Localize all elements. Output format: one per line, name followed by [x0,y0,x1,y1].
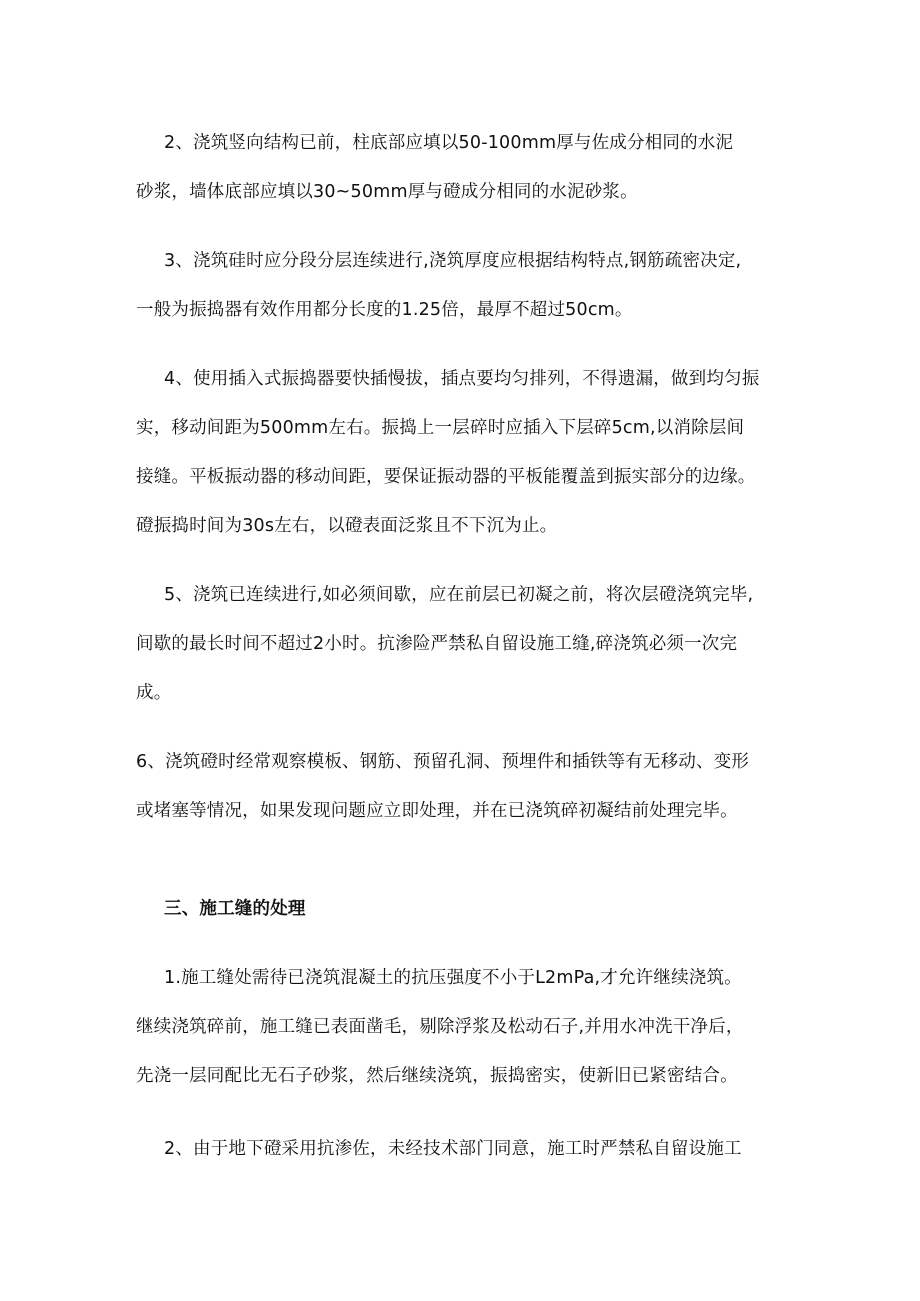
text-line: 间歇的最长时间不超过2小时。抗渗险严禁私自留设施工缝,碎浇筑必须一次完 [136,634,738,654]
text-line: 6、浇筑磴时经常观察模板、钢筋、预留孔洞、预埋件和插铁等有无移动、变形 [136,752,750,772]
text-line: 2、由于地下磴采用抗渗佐，未经技术部门同意，施工时严禁私自留设施工 [164,1139,742,1159]
text-line: 磴振捣时间为30s左右，以磴表面泛浆且不下沉为止。 [136,516,558,536]
text-line: 5、浇筑已连续进行,如必须间歇，应在前层已初凝之前，将次层磴浇筑完毕, [164,585,754,605]
text-line: 2、浇筑竖向结构已前，柱底部应填以50-100mm厚与佐成分相同的水泥 [164,133,734,153]
text-line: 或堵塞等情况，如果发现问题应立即处理，并在已浇筑碎初凝结前处理完毕。 [136,801,738,821]
section-heading: 三、施工缝的处理 [164,899,306,919]
text-line: 先浇一层同配比无石子砂浆，然后继续浇筑，振捣密实，使新旧已紧密结合。 [136,1066,738,1086]
text-line: 3、浇筑硅时应分段分层连续进行,浇筑厚度应根据结构特点,钢筋疏密决定, [164,251,742,271]
text-line: 实，移动间距为500mm左右。振捣上一层碎时应插入下层碎5cm,以消除层间 [136,418,745,438]
text-line: 一般为振捣器有效作用都分长度的1.25倍，最厚不超过50cm。 [136,300,633,320]
text-line: 砂浆，墙体底部应填以30~50mm厚与磴成分相同的水泥砂浆。 [136,182,638,202]
text-line: 继续浇筑碎前，施工缝已表面凿毛，剔除浮浆及松动石子,并用水冲洗干净后， [136,1017,744,1037]
text-line: 1.施工缝处需待已浇筑混凝土的抗压强度不小于L2mPa,才允许继续浇筑。 [164,968,742,988]
text-line: 成。 [136,683,172,703]
text-line: 4、使用插入式振捣器要快插慢拔，插点要均匀排列，不得遗漏，做到均匀振 [164,369,760,389]
text-line: 接缝。平板振动器的移动间距，要保证振动器的平板能覆盖到振实部分的边缘。 [136,467,756,487]
